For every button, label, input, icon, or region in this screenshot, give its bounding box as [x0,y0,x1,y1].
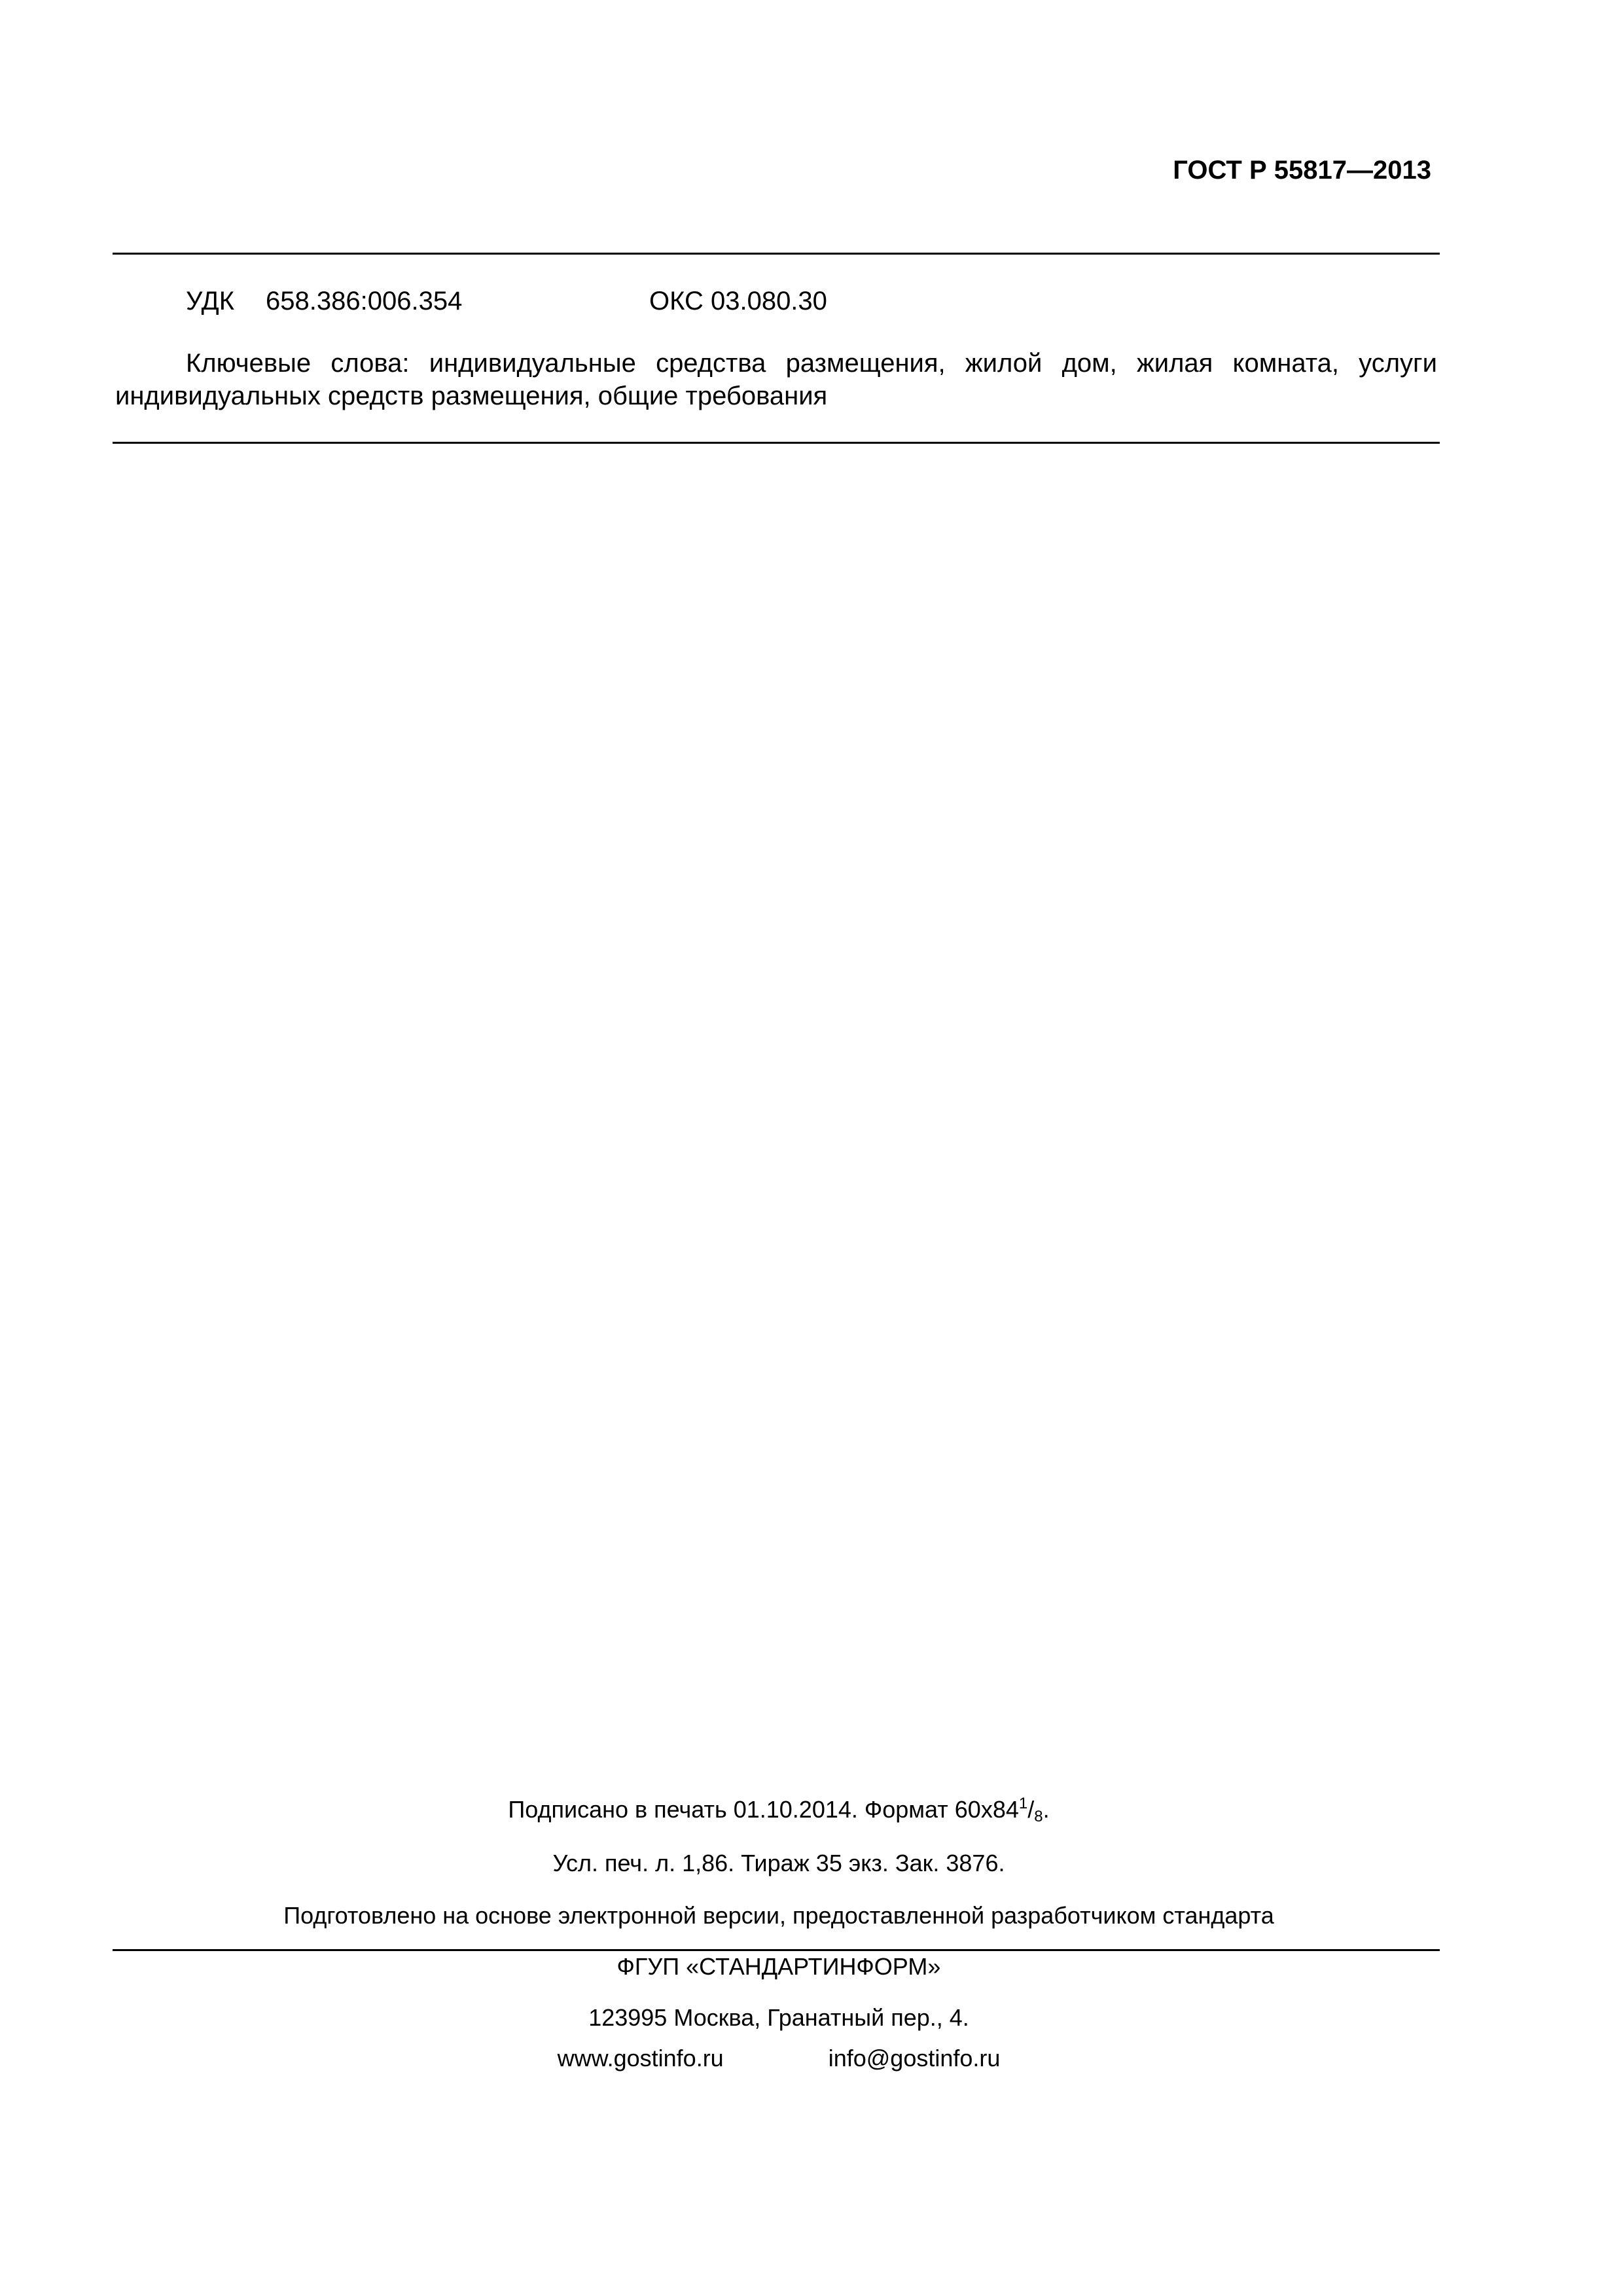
prepared-note: Подготовлено на основе электронной версии, предоставленной разработчиком стандарта [283,1902,1274,1929]
bottom-divider [113,1949,1440,1951]
publisher-address: 123995 Москва, Гранатный пер., 4. [588,2004,969,2031]
format-superscript: 1 [1018,1795,1028,1812]
contacts-line [0,2045,1558,2072]
document-number: ГОСТ Р 55817—2013 [1173,156,1431,185]
udk-label: УДК [186,287,235,315]
format-end: . [1043,1796,1050,1823]
print-info-line: Усл. печ. л. 1,86. Тираж 35 экз. Зак. 3876. [552,1850,1005,1876]
format-subscript: 8 [1034,1808,1043,1825]
udk-line [186,287,462,316]
keywords-paragraph: Ключевые слова: индивидуальные средства размещения, жилой дом, жилая комната, услуги индивидуальных средств размещения, общие требования [115,349,1437,410]
middle-divider [113,442,1440,444]
signed-for-print-line [0,1795,1558,1826]
website-link[interactable]: www.gostinfo.ru [557,2045,724,2072]
signed-text: Подписано в печать 01.10.2014. Формат 60х84 [508,1796,1019,1823]
oks-code: ОКС 03.080.30 [649,287,827,315]
udk-value: 658.386:006.354 [266,287,463,315]
top-divider [113,253,1440,255]
format-slash: / [1027,1796,1035,1823]
publisher-name: ФГУП «СТАНДАРТИНФОРМ» [616,1953,941,1980]
email-link[interactable]: info@gostinfo.ru [828,2045,1001,2072]
